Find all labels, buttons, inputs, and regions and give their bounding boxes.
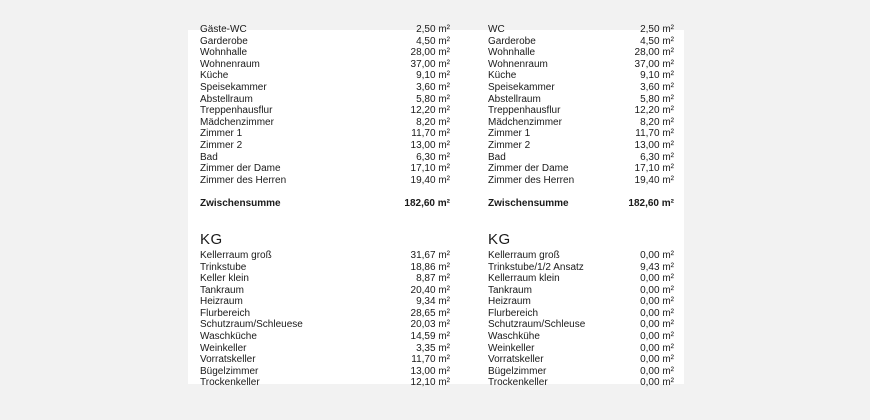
list-item	[200, 94, 450, 106]
room-area: 13,00 m²	[634, 139, 674, 151]
room-label: Speisekammer	[200, 81, 267, 93]
list-item	[200, 262, 450, 274]
list-item	[200, 273, 450, 285]
list-item	[200, 24, 450, 36]
room-label: Zimmer 1	[488, 128, 531, 140]
room-area: 37,00 m²	[634, 58, 674, 70]
room-label: Garderobe	[200, 35, 248, 47]
list-item	[488, 262, 674, 274]
room-area: 9,43 m²	[640, 261, 674, 273]
room-label: Heizraum	[488, 296, 531, 308]
room-area: 5,80 m²	[416, 93, 450, 105]
room-area: 0,00 m²	[640, 319, 674, 331]
eg-list	[200, 24, 462, 186]
room-area: 0,00 m²	[640, 307, 674, 319]
room-area: 0,00 m²	[640, 354, 674, 366]
room-label: Zimmer 1	[200, 128, 243, 140]
list-item	[488, 70, 674, 82]
room-label: Speisekammer	[488, 81, 555, 93]
room-label: Flurbereich	[200, 307, 251, 319]
room-label: Gäste-WC	[200, 24, 247, 35]
room-label: Treppenhausflur	[488, 105, 561, 117]
room-label: Zimmer 2	[488, 139, 531, 151]
list-item	[488, 117, 674, 129]
room-area: 9,34 m²	[416, 296, 450, 308]
room-area: 19,40 m²	[410, 174, 450, 186]
subtotal-value: 182,60 m²	[404, 198, 450, 210]
room-label: Weinkeller	[200, 342, 247, 354]
room-area: 0,00 m²	[640, 296, 674, 308]
list-item	[488, 128, 674, 140]
list-item	[200, 343, 450, 355]
room-label: Waschkühe	[488, 331, 540, 343]
room-area: 6,30 m²	[640, 151, 674, 163]
room-area: 12,20 m²	[410, 105, 450, 117]
room-label: Zimmer der Dame	[200, 163, 281, 175]
room-label: Weinkeller	[488, 342, 535, 354]
room-label: Trockenkeller	[200, 377, 260, 389]
room-area: 11,70 m²	[411, 128, 450, 140]
room-label: Zimmer der Dame	[488, 163, 569, 175]
room-label: Zimmer 2	[200, 139, 243, 151]
room-area: 0,00 m²	[640, 249, 674, 261]
room-area: 37,00 m²	[410, 58, 450, 70]
list-item	[200, 319, 450, 331]
kg-list	[488, 250, 674, 389]
room-label: Bad	[200, 151, 218, 163]
room-label: Tankraum	[200, 284, 244, 296]
room-area: 20,40 m²	[410, 284, 450, 296]
list-item	[200, 128, 450, 140]
section-heading: KG	[200, 230, 223, 248]
list-item	[200, 366, 450, 378]
room-label: Bügelzimmer	[488, 365, 547, 377]
subtotal-row	[488, 198, 674, 210]
list-item	[488, 36, 674, 48]
list-item	[200, 36, 450, 48]
room-area: 17,10 m²	[634, 163, 674, 175]
list-item	[200, 59, 450, 71]
room-area: 31,67 m²	[410, 249, 450, 261]
room-area: 11,70 m²	[635, 128, 674, 140]
room-area: 4,50 m²	[640, 35, 674, 47]
list-item	[200, 105, 450, 117]
room-label: Küche	[488, 70, 517, 82]
room-area: 9,10 m²	[416, 70, 450, 82]
room-area: 0,00 m²	[640, 284, 674, 296]
room-area: 0,00 m²	[640, 331, 674, 343]
room-area: 28,00 m²	[410, 47, 450, 59]
list-item	[488, 331, 674, 343]
room-area: 11,70 m²	[411, 354, 450, 366]
list-item	[488, 24, 674, 36]
kg-list	[200, 250, 462, 389]
room-label: Flurbereich	[488, 307, 539, 319]
list-item	[488, 319, 674, 331]
list-item	[200, 117, 450, 129]
list-item	[200, 285, 450, 297]
room-area: 14,59 m²	[410, 331, 450, 343]
list-item	[488, 175, 674, 187]
list-item	[488, 250, 674, 262]
list-item	[488, 140, 674, 152]
room-area: 28,00 m²	[634, 47, 674, 59]
subtotal-label: Zwischensumme	[488, 198, 569, 210]
list-item	[200, 250, 450, 262]
left-column	[200, 24, 462, 389]
room-area: 9,10 m²	[640, 70, 674, 82]
room-label: Zimmer des Herren	[488, 174, 575, 186]
list-item	[200, 47, 450, 59]
list-item	[200, 296, 450, 308]
list-item	[488, 285, 674, 297]
room-label: Bad	[488, 151, 506, 163]
list-item	[200, 82, 450, 94]
room-area: 3,35 m²	[416, 342, 450, 354]
list-item	[488, 377, 674, 389]
room-label: Wohnhalle	[200, 47, 248, 59]
eg-list	[488, 24, 674, 186]
room-label: Waschküche	[200, 331, 257, 343]
room-area: 8,20 m²	[416, 116, 450, 128]
list-item	[488, 354, 674, 366]
list-item	[200, 175, 450, 187]
list-item	[488, 59, 674, 71]
room-area: 0,00 m²	[640, 365, 674, 377]
room-label: Schutzraum/Schleuese	[200, 319, 303, 331]
list-item	[488, 152, 674, 164]
room-label: Trinkstube	[200, 261, 247, 273]
room-area: 3,60 m²	[416, 81, 450, 93]
room-label: Wohnenraum	[488, 58, 548, 70]
room-label: Garderobe	[488, 35, 536, 47]
room-label: Keller klein	[200, 273, 249, 285]
list-item	[488, 94, 674, 106]
list-item	[200, 163, 450, 175]
room-label: Trockenkeller	[488, 377, 548, 389]
list-item	[488, 273, 674, 285]
list-item	[200, 354, 450, 366]
document-page	[188, 24, 684, 389]
room-area: 0,00 m²	[640, 273, 674, 285]
list-item	[200, 152, 450, 164]
room-area: 0,00 m²	[640, 377, 674, 389]
room-area: 2,50 m²	[640, 24, 674, 35]
room-label: Kellerraum groß	[200, 249, 272, 261]
list-item	[488, 163, 674, 175]
room-label: Tankraum	[488, 284, 532, 296]
room-label: Mädchenzimmer	[200, 116, 274, 128]
list-item	[200, 70, 450, 82]
room-area: 17,10 m²	[410, 163, 450, 175]
room-label: Kellerraum groß	[488, 249, 560, 261]
room-area: 4,50 m²	[416, 35, 450, 47]
room-area: 12,10 m²	[410, 377, 450, 389]
room-area: 0,00 m²	[640, 342, 674, 354]
room-label: Trinkstube/1/2 Ansatz	[488, 261, 584, 273]
room-area: 2,50 m²	[416, 24, 450, 35]
room-label: Wohnenraum	[200, 58, 260, 70]
room-label: Bügelzimmer	[200, 365, 259, 377]
room-area: 20,03 m²	[410, 319, 450, 331]
room-label: Kellerraum klein	[488, 273, 560, 285]
room-label: Küche	[200, 70, 229, 82]
list-item	[488, 308, 674, 320]
room-area: 13,00 m²	[410, 139, 450, 151]
room-label: Abstellraum	[488, 93, 541, 105]
room-label: WC	[488, 24, 505, 35]
list-item	[488, 47, 674, 59]
right-column	[488, 24, 674, 389]
subtotal-row	[200, 198, 450, 210]
list-item	[488, 82, 674, 94]
list-item	[488, 296, 674, 308]
room-area: 3,60 m²	[640, 81, 674, 93]
section-heading: KG	[488, 230, 511, 248]
room-label: Vorratskeller	[488, 354, 544, 366]
room-area: 28,65 m²	[410, 307, 450, 319]
subtotal-value: 182,60 m²	[628, 198, 674, 210]
room-area: 8,87 m²	[416, 273, 450, 285]
subtotal-label: Zwischensumme	[200, 198, 281, 210]
room-label: Vorratskeller	[200, 354, 256, 366]
room-label: Heizraum	[200, 296, 243, 308]
room-area: 13,00 m²	[410, 365, 450, 377]
list-item	[488, 343, 674, 355]
room-area: 18,86 m²	[410, 261, 450, 273]
list-item	[200, 331, 450, 343]
room-area: 19,40 m²	[634, 174, 674, 186]
room-label: Abstellraum	[200, 93, 253, 105]
list-item	[488, 105, 674, 117]
list-item	[200, 308, 450, 320]
room-label: Treppenhausflur	[200, 105, 273, 117]
room-label: Zimmer des Herren	[200, 174, 287, 186]
list-item	[200, 377, 450, 389]
room-area: 5,80 m²	[640, 93, 674, 105]
room-label: Wohnhalle	[488, 47, 536, 59]
list-item	[488, 366, 674, 378]
room-label: Mädchenzimmer	[488, 116, 562, 128]
room-label: Schutzraum/Schleuse	[488, 319, 586, 331]
room-area: 8,20 m²	[640, 116, 674, 128]
list-item	[200, 140, 450, 152]
room-area: 6,30 m²	[416, 151, 450, 163]
room-area: 12,20 m²	[634, 105, 674, 117]
